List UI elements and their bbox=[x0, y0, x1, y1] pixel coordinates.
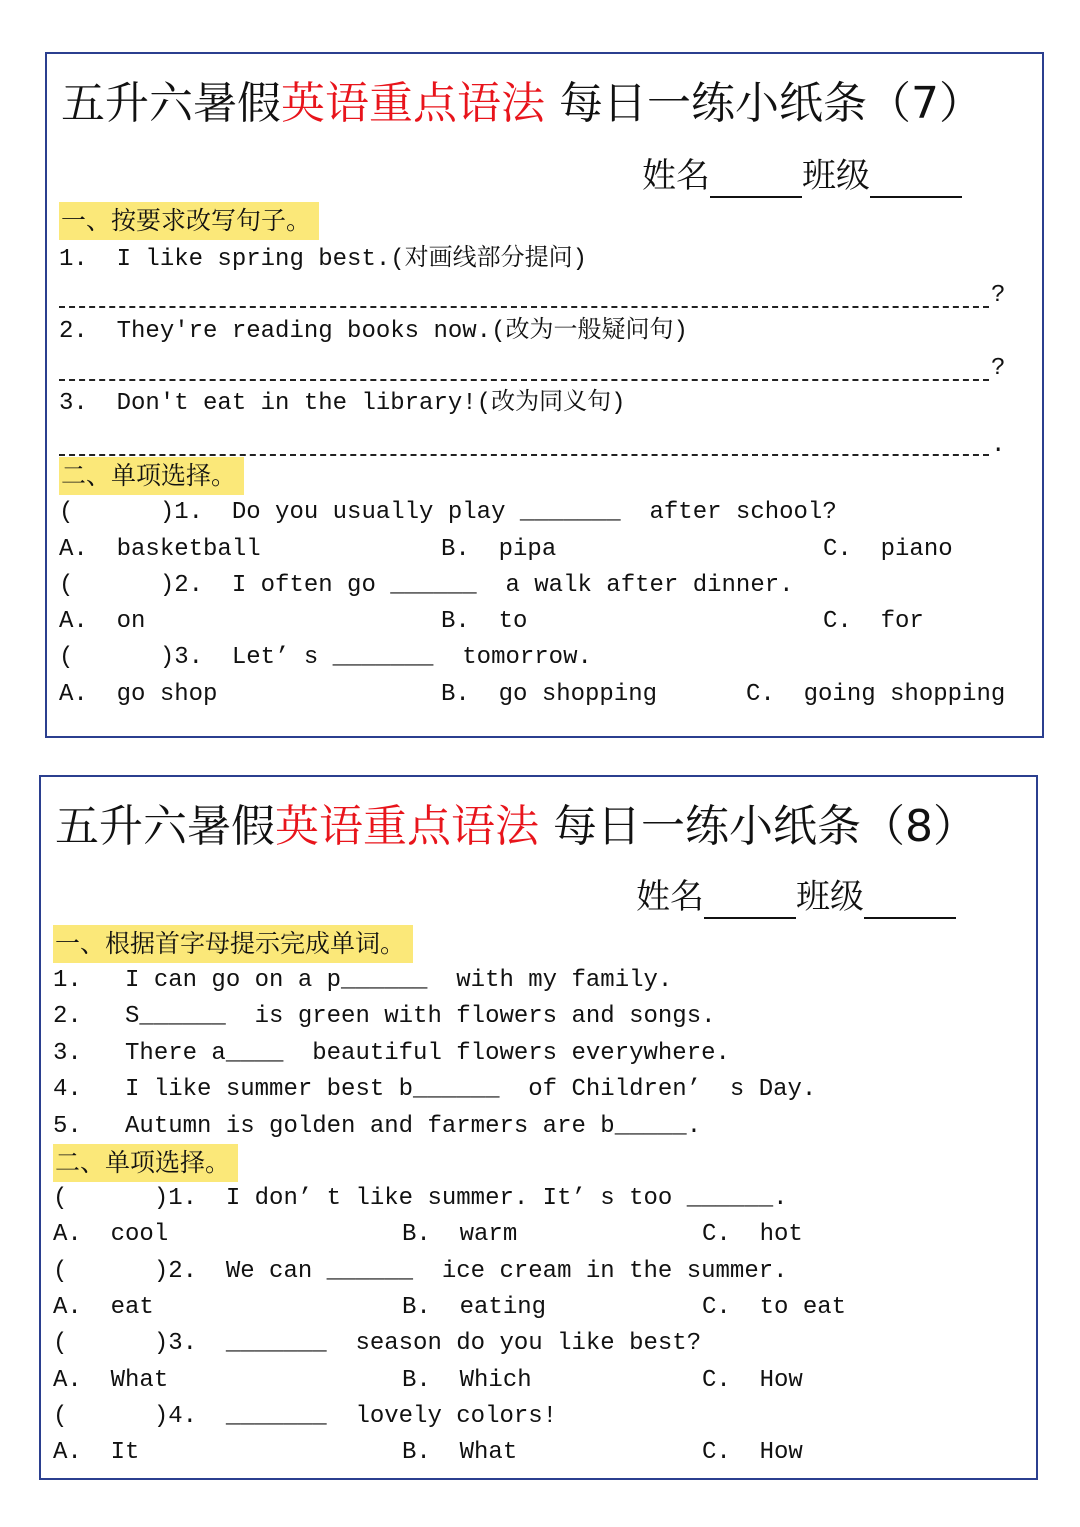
option-b[interactable]: B. to bbox=[441, 608, 528, 635]
name-label: 姓名 bbox=[642, 156, 710, 196]
answer-end-mark: . bbox=[991, 432, 1006, 459]
mc-question: ( )2. We can ______ ice cream in the summer. bbox=[53, 1258, 788, 1285]
class-blank[interactable] bbox=[870, 168, 962, 198]
worksheet-title bbox=[61, 76, 983, 132]
option-b[interactable]: B. What bbox=[402, 1439, 518, 1466]
worksheet-8 bbox=[39, 775, 1038, 1480]
section-heading: 二、单项选择。 bbox=[59, 457, 244, 495]
answer-line[interactable] bbox=[59, 306, 989, 308]
fill-question: 5. Autumn is golden and farmers are b_____. bbox=[53, 1113, 702, 1140]
mc-question: ( )4. _______ lovely colors! bbox=[53, 1403, 558, 1430]
title-prefix: 五升六暑假 bbox=[55, 801, 275, 852]
option-a[interactable]: A. go shop bbox=[59, 681, 218, 708]
section-heading: 二、单项选择。 bbox=[53, 1144, 238, 1182]
name-label: 姓名 bbox=[636, 877, 704, 917]
section-heading: 一、根据首字母提示完成单词。 bbox=[53, 925, 413, 963]
option-b[interactable]: B. Which bbox=[402, 1367, 532, 1394]
mc-question: ( )1. Do you usually play _______ after school? bbox=[59, 499, 837, 526]
question-text: 3. Don't eat in the library!(改为同义句) bbox=[59, 390, 626, 417]
title-highlight: 英语重点语法 bbox=[275, 801, 539, 852]
mc-question: ( )1. I don’ t like summer. It’ s too ______. bbox=[53, 1185, 788, 1212]
option-c[interactable]: C. to eat bbox=[702, 1294, 847, 1321]
option-a[interactable]: A. basketball bbox=[59, 536, 261, 563]
fill-question: 4. I like summer best b______ of Children’ s Day. bbox=[53, 1076, 817, 1103]
option-a[interactable]: A. on bbox=[59, 608, 146, 635]
option-a[interactable]: A. cool bbox=[53, 1221, 169, 1248]
name-blank[interactable] bbox=[710, 168, 802, 198]
section-heading: 一、按要求改写句子。 bbox=[59, 202, 319, 240]
class-blank[interactable] bbox=[864, 889, 956, 919]
mc-question: ( )2. I often go ______ a walk after dinner. bbox=[59, 572, 794, 599]
option-b[interactable]: B. go shopping bbox=[441, 681, 658, 708]
answer-end-mark: ? bbox=[991, 355, 1006, 382]
option-b[interactable]: B. pipa bbox=[441, 536, 557, 563]
option-a[interactable]: A. It bbox=[53, 1439, 140, 1466]
class-label: 班级 bbox=[796, 877, 864, 917]
name-blank[interactable] bbox=[704, 889, 796, 919]
question-text: 1. I like spring best.(对画线部分提问) bbox=[59, 246, 588, 273]
option-c[interactable]: C. How bbox=[702, 1439, 803, 1466]
answer-end-mark: ? bbox=[991, 282, 1006, 309]
fill-question: 2. S______ is green with flowers and songs. bbox=[53, 1003, 716, 1030]
mc-question: ( )3. _______ season do you like best? bbox=[53, 1330, 702, 1357]
option-c[interactable]: C. for bbox=[823, 608, 924, 635]
answer-line[interactable] bbox=[59, 454, 989, 456]
name-class-field bbox=[636, 875, 956, 919]
option-b[interactable]: B. eating bbox=[402, 1294, 547, 1321]
class-label: 班级 bbox=[802, 156, 870, 196]
name-class-field bbox=[642, 154, 962, 198]
option-a[interactable]: A. eat bbox=[53, 1294, 154, 1321]
worksheet-7 bbox=[45, 52, 1044, 738]
fill-question: 3. There a____ beautiful flowers everywhere. bbox=[53, 1040, 730, 1067]
title-suffix: 每日一练小纸条（7） bbox=[559, 78, 983, 129]
fill-question: 1. I can go on a p______ with my family. bbox=[53, 967, 673, 994]
title-prefix: 五升六暑假 bbox=[61, 78, 281, 129]
mc-question: ( )3. Let’ s _______ tomorrow. bbox=[59, 644, 592, 671]
answer-line[interactable] bbox=[59, 379, 989, 381]
option-a[interactable]: A. What bbox=[53, 1367, 169, 1394]
question-text: 2. They're reading books now.(改为一般疑问句) bbox=[59, 318, 688, 345]
option-c[interactable]: C. How bbox=[702, 1367, 803, 1394]
option-b[interactable]: B. warm bbox=[402, 1221, 518, 1248]
option-c[interactable]: C. going shopping bbox=[746, 681, 1006, 708]
title-suffix: 每日一练小纸条（8） bbox=[553, 801, 977, 852]
option-c[interactable]: C. hot bbox=[702, 1221, 803, 1248]
option-c[interactable]: C. piano bbox=[823, 536, 953, 563]
worksheet-title bbox=[55, 799, 977, 855]
title-highlight: 英语重点语法 bbox=[281, 78, 545, 129]
